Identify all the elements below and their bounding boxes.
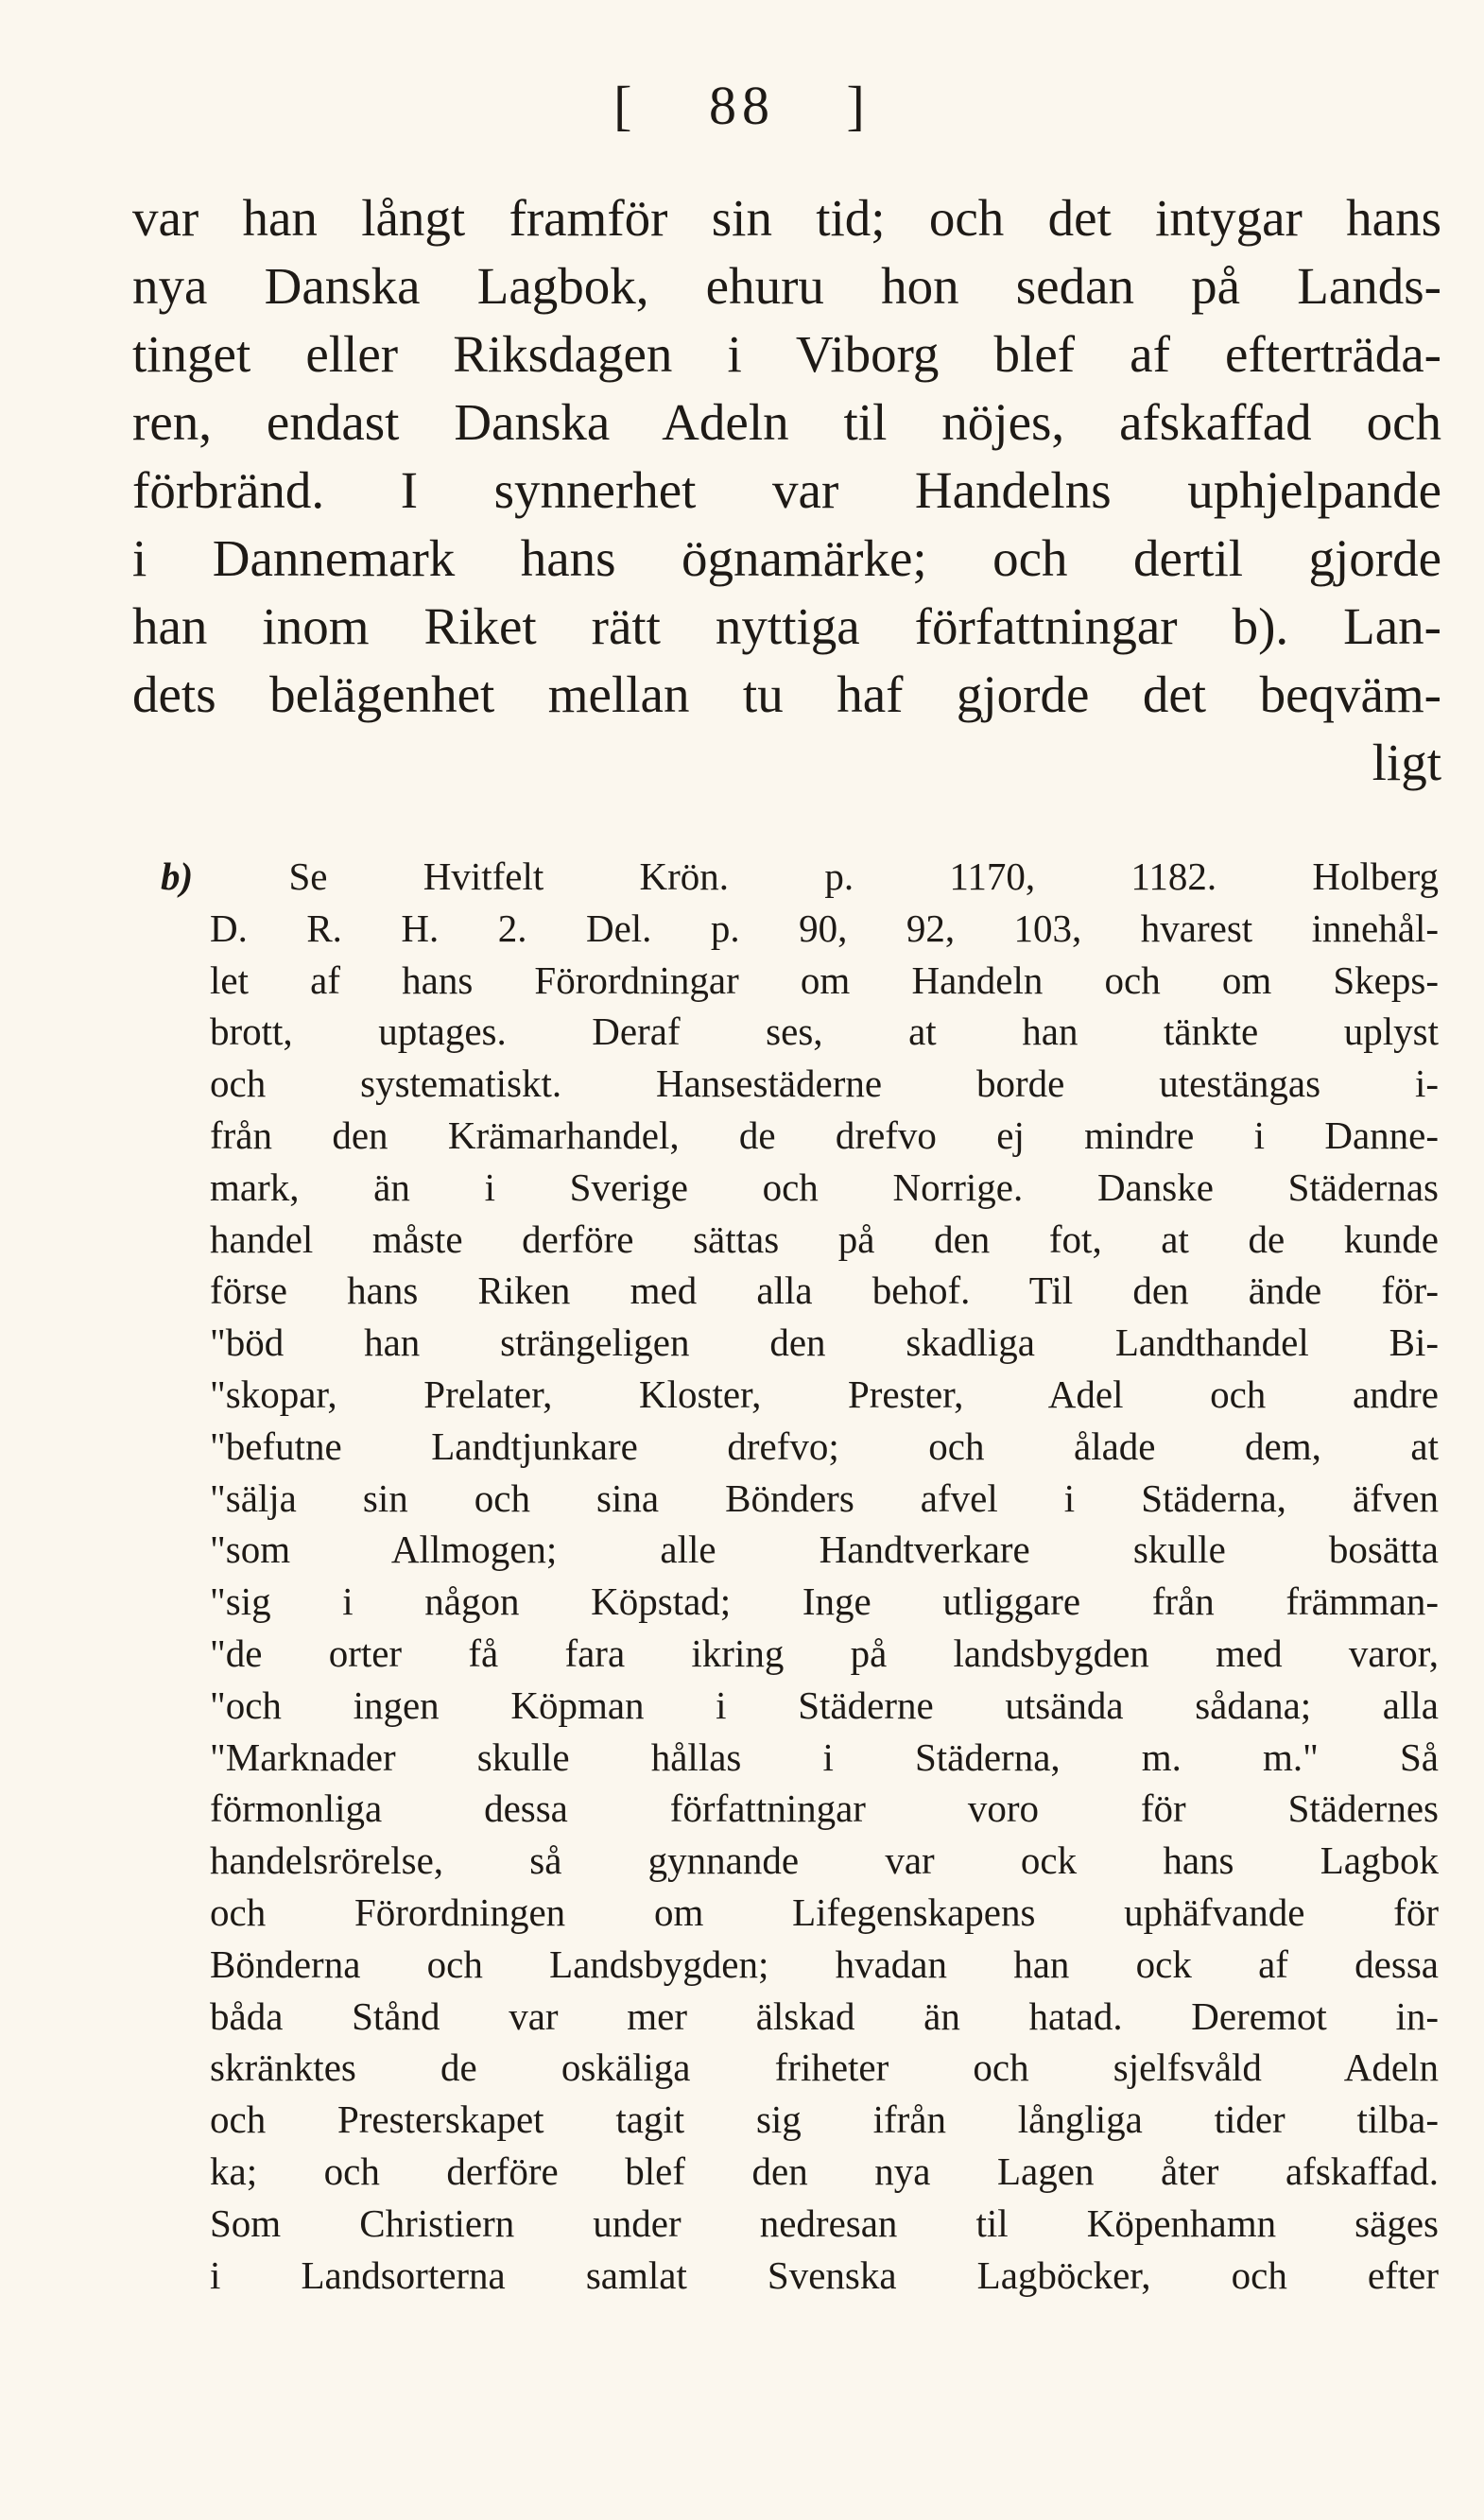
footnote-line: och Presterskapet tagit sig ifrån långliga tider tilba- [210,2097,1439,2142]
footnote-line: "befutne Landtjunkare drefvo; och ålade dem, at [210,1424,1439,1468]
footnote-line: och Förordningen om Lifegenskapens uphäfvande för [210,1890,1439,1934]
footnote-line: ka; och derföre blef den nya Lagen åter afskaffad. [210,2149,1439,2193]
body-line: nya Danska Lagbok, ehuru hon sedan på Lands- [132,257,1441,315]
footnote-line: skränktes de oskäliga friheter och sjelfsvåld Adeln [210,2045,1439,2090]
footnote-line: från den Krämarhandel, de drefvo ej mindre i Danne- [210,1113,1439,1157]
main-text [132,184,1441,797]
page-number: 88 [709,75,775,136]
body-line: ren, endast Danska Adeln til nöjes, afskaffad och [132,393,1441,451]
footnote-line: "som Allmogen; alle Handtverkare skulle bosätta [210,1528,1439,1572]
footnote-line: "Marknader skulle hållas i Städerna, m. m." Så [210,1735,1439,1779]
footnote-line: D. R. H. 2. Del. p. 90, 92, 103, hvarest innehål- [210,906,1439,950]
body-line: förbränd. I synnerhet var Handelns uphjelpande [132,461,1441,519]
footnote-line: Bönderna och Landsbygden; hvadan han ock af dessa [210,1942,1439,1986]
bracket-right: ] [846,75,871,136]
footnote-line: förmonliga dessa författningar voro för Städernes [210,1786,1439,1831]
body-line: var han långt framför sin tid; och det intygar hans [132,189,1441,247]
footnote-line: "sälja sin och sina Bönders afvel i Städerna, äfven [210,1476,1439,1520]
footnote-line: "böd han strängeligen den skadliga Landthandel Bi- [210,1320,1439,1365]
footnote-line: "de orter få fara ikring på landsbygden med varor, [210,1631,1439,1675]
footnote [161,851,1440,2301]
footnote-line: Se Hvitfelt Krön. p. 1170, 1182. Holberg [288,854,1440,898]
footnote-line: "och ingen Köpman i Städerne utsända sådana; alla [210,1683,1439,1727]
footnote-line: handelsrörelse, så gynnande var ock hans Lagbok [210,1838,1439,1883]
footnote-line: "sig i någon Köpstad; Inge utliggare från främman- [210,1579,1439,1624]
footnote-mark: b) [161,854,194,898]
body-line: tinget eller Riksdagen i Viborg blef af efterträda- [132,325,1441,383]
bracket-left: [ [613,75,638,136]
body-line: han inom Riket rätt nyttiga författningar b). Lan- [132,597,1441,655]
footnote-line: i Landsorterna samlat Svenska Lagböcker, och efter [210,2252,1439,2297]
page-header [0,74,1484,137]
footnote-line: mark, än i Sverige och Norrige. Danske Städernas [210,1165,1439,1209]
footnote-first-line [161,851,1439,903]
body-line: dets belägenhet mellan tu haf gjorde det beqväm- [132,665,1441,723]
footnote-line: handel måste derföre sättas på den fot, at de kunde [210,1217,1439,1261]
footnote-line: "skopar, Prelater, Kloster, Prester, Adel och andre [210,1372,1439,1416]
footnote-line: förse hans Riken med alla behof. Til den ände för- [210,1269,1439,1313]
footnote-line: Som Christiern under nedresan til Köpenhamn säges [210,2201,1439,2245]
footnote-line: båda Stånd var mer älskad än hatad. Deremot in- [210,1994,1439,2038]
footnote-line: brott, uptages. Deraf ses, at han tänkte uplyst [210,1010,1439,1054]
catchword: ligt [1372,734,1441,791]
footnote-line: let af hans Förordningar om Handeln och om Skeps- [210,958,1439,1002]
footnote-line: och systematiskt. Hansestäderne borde utestängas i- [210,1062,1439,1106]
body-line: i Dannemark hans ögnamärke; och dertil gjorde [132,529,1441,587]
